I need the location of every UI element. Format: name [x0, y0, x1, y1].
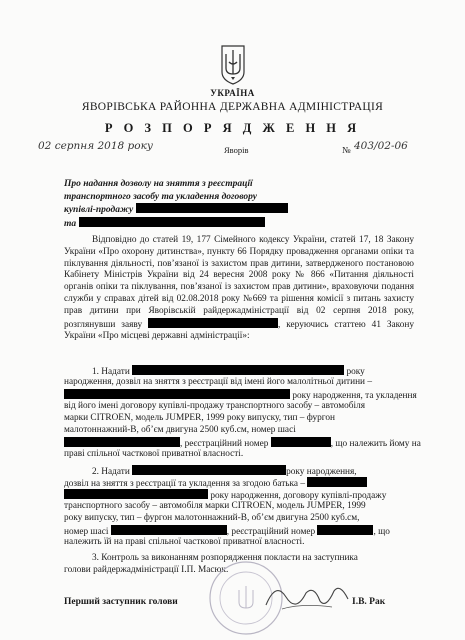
- redaction: [111, 525, 227, 535]
- redaction: [271, 437, 331, 447]
- document-date: 02 серпня 2018 року: [38, 140, 153, 152]
- item1-line: , реєстраційний номер , що належить йому на: [64, 437, 416, 451]
- trident-emblem-icon: [220, 44, 246, 86]
- item2-line: року випуску, тип – фургон малотоннажний-В, об’єм двигуна 2500 куб.см,: [64, 513, 360, 523]
- redaction: [317, 525, 373, 535]
- item2-line: транспортного засобу – автомобіля марки CITROEN, модель JUMPER, 1999: [64, 501, 366, 511]
- redaction: [307, 477, 367, 487]
- number-label: №: [342, 145, 351, 155]
- item2-line: 2. Надати року народження,: [92, 467, 357, 477]
- item1-line: марки CITROEN, модель JUMPER, 1999 року випуску, тип – фургон: [64, 413, 336, 423]
- item2-line: належить їй на праві спільної часткової приватної власності.: [64, 537, 305, 547]
- item2-line: номер шасі , реєстраційний номер , що: [64, 527, 390, 537]
- intro-paragraph: Відповідно до статей 19, 177 Сімейного кодексу України, статей 17, 18 Закону України «Про охорону дитинства», пункту 66 Порядку провадження органами опіки та піклування діяльності, пов’язаної із захистом прав дитини, затвердженого постановою Кабінету Міністрів України від 24 вересня 2008 року № 866 «Питання діяльності органів опіки та піклування, пов’язаної із захистом прав дитини», враховуючи подання служби у справах дітей від 02.08.2018 року №669 та рішення комісії з питань захисту прав дитини при Яворівській райдержадміністрації від 02 серпня 2018 року, розглянувши заяву , керуючись статтею 41 Закону України «Про місцеві державні адміністрації»:: [64, 235, 414, 342]
- item3-line: голови райдержадміністрації І.П. Масюк.: [64, 565, 229, 575]
- item1-line: праві спільної часткової приватної власності.: [64, 449, 244, 459]
- handwritten-signature-icon: [262, 575, 352, 615]
- item2-line: дозвіл на зняття з реєстрації та укладення за згодою батька –: [64, 477, 416, 491]
- subject-line: купівлі-продажу: [64, 203, 324, 217]
- document-place: Яворів: [224, 145, 249, 155]
- signatory-name: І.В. Рак: [352, 597, 386, 607]
- document-type-heading: Р О З П О Р Я Д Ж Е Н Н Я: [104, 121, 361, 135]
- redaction: [79, 217, 265, 227]
- subject-line: транспортного засобу та укладення договору: [64, 191, 258, 202]
- redaction: [148, 318, 278, 328]
- item1-line: народження, дозвіл на зняття з реєстрації від імені його малолітньої дитини –: [64, 377, 373, 387]
- redaction: [64, 389, 290, 399]
- document-number: 403/02-06: [354, 140, 408, 152]
- subject-line: та: [64, 217, 324, 231]
- item3-line: 3. Контроль за виконанням розпорядження покласти на заступника: [92, 553, 358, 563]
- item1-line: року народження, та укладення: [64, 389, 416, 403]
- signatory-position: Перший заступник голови: [64, 597, 178, 607]
- document-subject: [64, 178, 324, 230]
- item1-line: від його імені договору купівлі-продажу транспортного засобу – автомобіля: [64, 401, 365, 411]
- redaction: [132, 365, 344, 375]
- redaction: [64, 489, 208, 499]
- item1-line: малотоннажний-В, об’єм двигуна 2500 куб.см, номер шасі: [64, 425, 296, 435]
- redaction: [64, 437, 180, 447]
- redaction: [132, 465, 286, 475]
- country-heading: УКРАЇНА: [210, 88, 255, 98]
- administration-heading: ЯВОРІВСЬКА РАЙОННА ДЕРЖАВНА АДМІНІСТРАЦІЯ: [81, 101, 384, 113]
- redaction: [136, 203, 288, 213]
- item2-line: року народження, договору купівлі-продажу: [64, 489, 416, 503]
- subject-line: Про надання дозволу на зняття з реєстрації: [64, 179, 253, 189]
- item1-line: 1. Надати року: [92, 367, 365, 377]
